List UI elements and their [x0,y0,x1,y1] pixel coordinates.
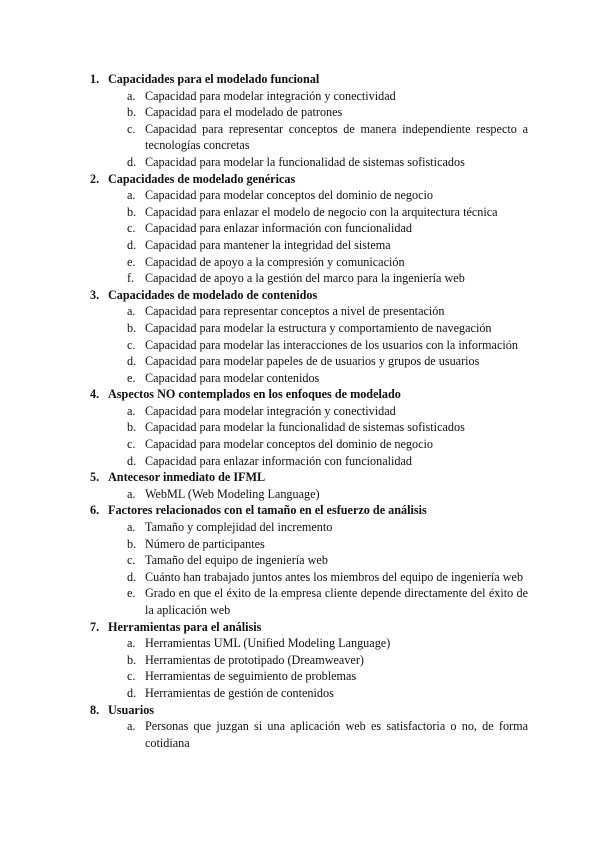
list-item-letter: b. [127,420,137,435]
list-item-text: Herramientas de seguimiento de problemas [145,669,357,684]
list-item [127,436,528,453]
list-item-text: Número de participantes [145,536,265,551]
list-item [127,668,528,685]
list-item-text: Capacidad para modelar integración y conectividad [145,88,396,103]
list-item-letter: d. [127,237,137,252]
list-item [127,254,528,271]
section-number: 5. [90,470,100,485]
list-item [127,270,528,287]
list-item-text: Capacidad para representar conceptos a nivel de presentación [145,304,445,319]
section-number: 4. [90,387,100,402]
list-item-letter: b. [127,105,137,120]
list-item [127,220,528,237]
list-item-text: Capacidad para modelar integración y conectividad [145,403,396,418]
list-item-text: Herramientas UML (Unified Modeling Language) [145,636,391,651]
list-item-letter: b. [127,204,137,219]
section-title: Antecesor inmediato de IFML [108,470,266,485]
list-item-text: Capacidad para modelar papeles de de usuarios y grupos de usuarios [145,354,480,369]
list-item-text: Capacidad para modelar la funcionalidad de sistemas sofisticados [145,154,465,169]
list-item-letter: d. [127,154,137,169]
section-number: 7. [90,619,100,634]
list-item-letter: c. [127,121,136,136]
section-heading [90,469,528,486]
section-title: Usuarios [108,702,155,717]
list-item-letter: a. [127,188,136,203]
section-title: Herramientas para el análisis [108,619,262,634]
section-number: 3. [90,287,100,302]
list-item-text: Cuánto han trabajado juntos antes los miembros del equipo de ingeniería web [145,569,524,584]
list-item-text: Capacidad para modelar la funcionalidad de sistemas sofisticados [145,420,465,435]
list-item [127,718,528,751]
list-item-text: Tamaño del equipo de ingeniería web [145,553,328,568]
list-item-text: Grado en que el éxito de la empresa cliente depende directamente del éxito de la aplicación web [145,586,528,617]
list-item-text: Capacidad para mantener la integridad del sistema [145,237,391,252]
list-item-letter: c. [127,221,136,236]
list-item-text: Capacidad para enlazar información con funcionalidad [145,221,412,236]
section-title: Capacidades para el modelado funcional [108,72,320,86]
list-item-letter: e. [127,370,136,385]
list-item-text: Capacidad para modelar conceptos del dominio de negocio [145,188,433,203]
list-item-letter: a. [127,719,136,734]
list-item-letter: a. [127,403,136,418]
list-item [127,154,528,171]
list-item-letter: c. [127,437,136,452]
section-heading [90,71,528,88]
list-item-text: Capacidad para modelar contenidos [145,370,320,385]
list-item-letter: a. [127,304,136,319]
list-item-text: Capacidad para enlazar información con funcionalidad [145,453,412,468]
list-item [127,370,528,387]
list-item-letter: d. [127,569,137,584]
section [90,702,528,752]
list-item-letter: b. [127,652,137,667]
list-item-text: Capacidad para modelar la estructura y comportamiento de navegación [145,320,492,335]
section-heading [90,171,528,188]
section-heading [90,702,528,719]
list-item-letter: a. [127,486,136,501]
document-body [90,71,528,751]
list-item-text: Capacidad para modelar las interacciones de los usuarios con la información [145,337,518,352]
list-item-text: Capacidad de apoyo a la compresión y comunicación [145,254,405,269]
list-item [127,419,528,436]
section-heading [90,502,528,519]
list-item [127,88,528,105]
list-item-letter: d. [127,685,137,700]
section-heading [90,287,528,304]
section-number: 2. [90,171,100,186]
list-item-text: Personas que juzgan si una aplicación web es satisfactoria o no, de forma cotidiana [145,719,528,750]
list-item [127,121,528,154]
list-item [127,453,528,470]
section [90,386,528,469]
section-heading [90,386,528,403]
list-item-letter: f. [127,271,135,286]
list-item-text: Herramientas de gestión de contenidos [145,685,334,700]
list-item [127,486,528,503]
section [90,469,528,502]
section [90,619,528,702]
list-item-text: Capacidad para el modelado de patrones [145,105,343,120]
list-item [127,237,528,254]
section-title: Capacidades de modelado de contenidos [108,287,318,302]
section-title: Capacidades de modelado genéricas [108,171,296,186]
list-item [127,320,528,337]
list-item-letter: b. [127,536,137,551]
list-item-text: Capacidad de apoyo a la gestión del marco para la ingeniería web [145,271,465,286]
list-item-letter: c. [127,337,136,352]
list-item-text: WebML (Web Modeling Language) [145,486,320,501]
list-item [127,337,528,354]
section [90,171,528,287]
section-number: 6. [90,503,100,518]
section-heading [90,619,528,636]
list-item-text: Herramientas de prototipado (Dreamweaver) [145,652,364,667]
list-item [127,585,528,618]
list-item-letter: c. [127,669,136,684]
list-item-text: Capacidad para modelar conceptos del dominio de negocio [145,437,433,452]
section [90,287,528,387]
list-item-text: Tamaño y complejidad del incremento [145,520,333,535]
list-item-letter: e. [127,254,136,269]
list-item [127,652,528,669]
list-item [127,353,528,370]
list-item [127,536,528,553]
section-number: 1. [90,72,100,86]
list-item [127,569,528,586]
list-item-letter: e. [127,586,136,601]
list-item-letter: a. [127,520,136,535]
list-item-text: Capacidad para representar conceptos de manera independiente respecto a tecnologías concretas [145,121,528,153]
section [90,502,528,618]
list-item [127,635,528,652]
list-item [127,204,528,221]
list-item [127,303,528,320]
list-item-letter: a. [127,88,136,103]
section-title: Factores relacionados con el tamaño en el esfuerzo de análisis [108,503,427,518]
list-item-letter: a. [127,636,136,651]
list-item [127,685,528,702]
list-item [127,519,528,536]
section-title: Aspectos NO contemplados en los enfoques de modelado [108,387,401,402]
list-item [127,403,528,420]
list-item [127,552,528,569]
section-number: 8. [90,702,100,717]
list-item [127,104,528,121]
list-item-letter: b. [127,320,137,335]
list-item-letter: c. [127,553,136,568]
list-item-text: Capacidad para enlazar el modelo de negocio con la arquitectura técnica [145,204,498,219]
list-item-letter: d. [127,453,137,468]
section [90,71,528,171]
list-item-letter: d. [127,354,137,369]
list-item [127,187,528,204]
